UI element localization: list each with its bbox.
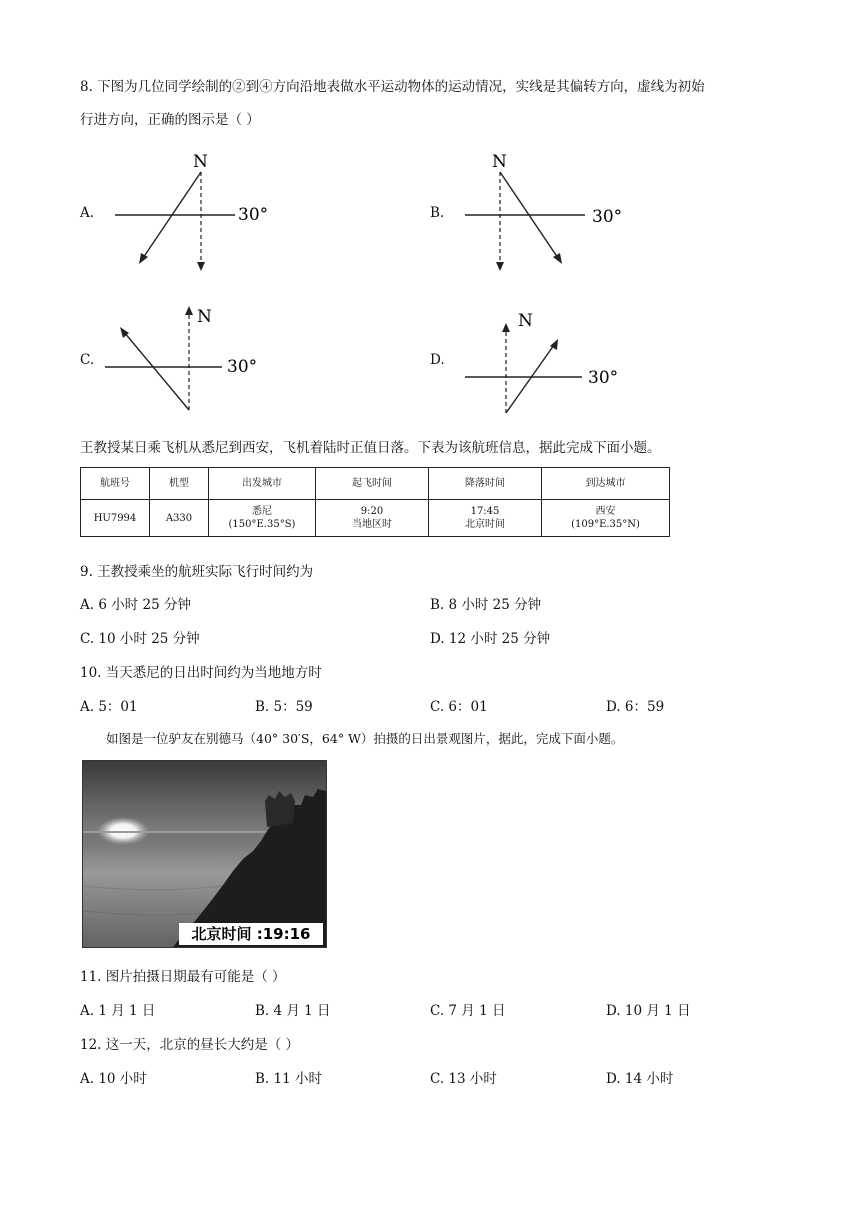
q12-option-c: C. 13 小时 bbox=[430, 1071, 497, 1087]
q9-option-c: C. 10 小时 25 分钟 bbox=[80, 631, 200, 647]
latitude-label: 30° bbox=[238, 205, 269, 225]
photo-caption-beijing-time: 北京时间 :19:16 bbox=[179, 923, 323, 945]
header-departure-city: 出发城市 bbox=[209, 468, 316, 500]
cell-takeoff-time: 9:20 当地区时 bbox=[316, 500, 429, 537]
header-flight-no: 航班号 bbox=[81, 468, 150, 500]
q9-option-b: B. 8 小时 25 分钟 bbox=[430, 597, 542, 613]
flight-intro: 王教授某日乘飞机从悉尼到西安，飞机着陆时正值日落。下表为该航班信息，据此完成下面小题。 bbox=[80, 440, 661, 456]
latitude-label: 30° bbox=[588, 368, 619, 388]
q10-option-d: D. 6：59 bbox=[606, 699, 665, 715]
q12-stem: 12. 这一天，北京的昼长大约是（ ） bbox=[80, 1037, 300, 1053]
flight-info-table bbox=[80, 467, 670, 537]
header-arrival-city: 到达城市 bbox=[542, 468, 670, 500]
table-header-row bbox=[81, 468, 670, 500]
table-row bbox=[81, 500, 670, 537]
q12-option-d: D. 14 小时 bbox=[606, 1071, 674, 1087]
north-label: N bbox=[518, 311, 533, 331]
q8-diagram-b bbox=[460, 150, 630, 279]
photo-intro: 如图是一位驴友在别德马（40° 30′S，64° W）拍摄的日出景观图片，据此，完成下面小题。 bbox=[106, 731, 624, 746]
q8-option-b-label: B. bbox=[430, 205, 445, 221]
q8-diagram-a bbox=[110, 150, 280, 279]
q8-option-d-label: D. bbox=[430, 352, 445, 368]
header-landing-time: 降落时间 bbox=[429, 468, 542, 500]
q10-option-c: C. 6：01 bbox=[430, 699, 488, 715]
q8-stem-line1: 8. 下图为几位同学绘制的②到④方向沿地表做水平运动物体的运动情况，实线是其偏转方向，虚线为初始 bbox=[80, 79, 705, 95]
q8-option-a-label: A. bbox=[80, 205, 95, 221]
q10-option-a: A. 5：01 bbox=[80, 699, 138, 715]
cell-landing-time: 17:45 北京时间 bbox=[429, 500, 542, 537]
north-label: N bbox=[193, 152, 208, 172]
q9-stem: 9. 王教授乘坐的航班实际飞行时间约为 bbox=[80, 564, 314, 580]
q9-option-d: D. 12 小时 25 分钟 bbox=[430, 631, 551, 647]
latitude-label: 30° bbox=[592, 207, 623, 227]
north-label: N bbox=[197, 307, 212, 327]
cell-aircraft: A330 bbox=[150, 500, 209, 537]
q11-option-a: A. 1 月 1 日 bbox=[80, 1003, 156, 1019]
q8-option-c-label: C. bbox=[80, 352, 95, 368]
q10-stem: 10. 当天悉尼的日出时间约为当地地方时 bbox=[80, 665, 322, 681]
cell-flight-no: HU7994 bbox=[81, 500, 150, 537]
q8-stem-line2: 行进方向，正确的图示是（ ） bbox=[80, 112, 260, 128]
q11-stem: 11. 图片拍摄日期最有可能是（ ） bbox=[80, 969, 286, 985]
north-label: N bbox=[492, 152, 507, 172]
q11-option-d: D. 10 月 1 日 bbox=[606, 1003, 691, 1019]
q12-option-a: A. 10 小时 bbox=[80, 1071, 147, 1087]
q11-option-b: B. 4 月 1 日 bbox=[255, 1003, 331, 1019]
q12-option-b: B. 11 小时 bbox=[255, 1071, 322, 1087]
cell-arrival-city: 西安 (109°E.35°N) bbox=[542, 500, 670, 537]
q8-diagram-c bbox=[100, 300, 270, 419]
q10-option-b: B. 5：59 bbox=[255, 699, 313, 715]
q8-diagram-d bbox=[460, 305, 630, 424]
q11-option-c: C. 7 月 1 日 bbox=[430, 1003, 506, 1019]
q9-option-a: A. 6 小时 25 分钟 bbox=[80, 597, 191, 613]
header-aircraft: 机型 bbox=[150, 468, 209, 500]
sunrise-photo bbox=[82, 760, 327, 948]
cell-departure-city: 悉尼 (150°E.35°S) bbox=[209, 500, 316, 537]
latitude-label: 30° bbox=[227, 357, 258, 377]
header-takeoff-time: 起飞时间 bbox=[316, 468, 429, 500]
